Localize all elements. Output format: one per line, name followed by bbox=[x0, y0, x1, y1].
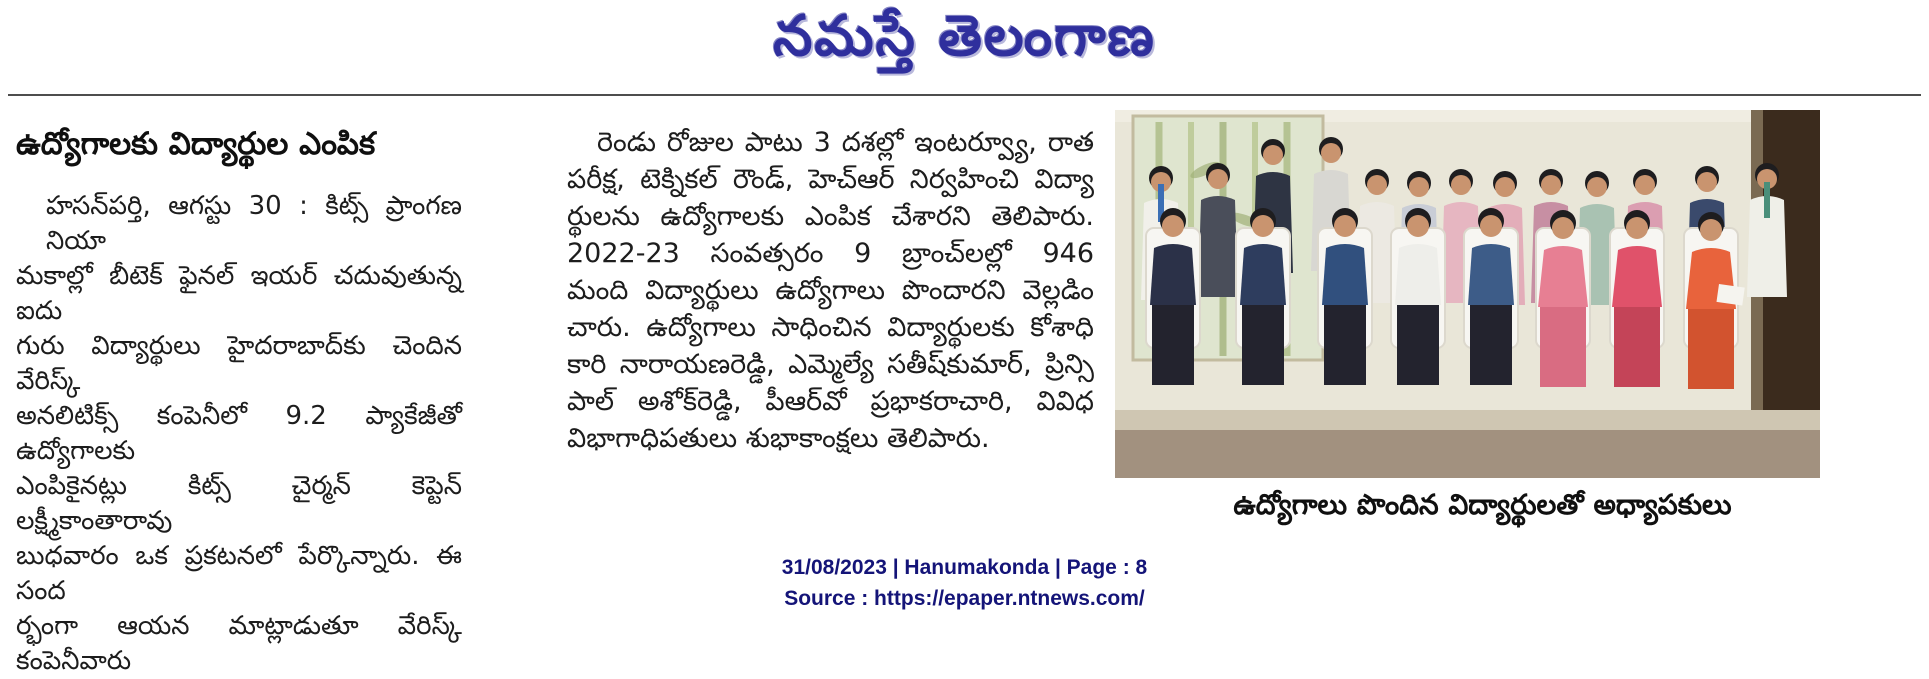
article-photo bbox=[1115, 110, 1820, 478]
article-text-line: హసన్‌పర్తి, ఆగస్టు 30 : కిట్స్ ప్రాంగణ నియా bbox=[46, 191, 462, 256]
newspaper-title: నమస్తే తెలంగాణ bbox=[773, 3, 1156, 69]
article-text-line: చారు. ఉద్యోగాలు సాధించిన విద్యార్థులకు కోశాధి bbox=[567, 312, 1094, 343]
newspaper-masthead bbox=[0, 0, 1929, 86]
article-text-line: రెండు రోజుల పాటు 3 దశల్లో ఇంటర్వ్యూ, రాత bbox=[597, 127, 1094, 158]
source-url: Source : https://epaper.ntnews.com/ bbox=[784, 587, 1145, 610]
article-text-line: గురు విద్యార్థులు హైదరాబాద్‌కు చెందిన వేరిస్క్ bbox=[16, 331, 462, 396]
article-text-line: ర్భంగా ఆయన మాట్లాడుతూ వేరిస్క్ కంపెనీవారు bbox=[16, 611, 462, 676]
article-headline: ఉద్యోగాలకు విద్యార్థుల ఎంపిక bbox=[16, 126, 376, 162]
article-text-line: పాల్ అశోక్‌రెడ్డి, పీఆర్‌వో ప్రభాకరాచారి, వివిధ bbox=[567, 386, 1094, 417]
article-text-line: మంది విద్యార్థులు ఉద్యోగాలు పొందారని వెల్లడిం bbox=[567, 275, 1094, 306]
masthead-divider bbox=[8, 94, 1921, 96]
article-column-2 bbox=[567, 124, 1094, 457]
article-text-line: పరీక్ష, టెక్నికల్ రౌండ్, హెచ్‌ఆర్ నిర్వహించి విద్యా bbox=[567, 164, 1094, 195]
clipping-footer bbox=[0, 556, 1929, 611]
article-text-line: ఎంపికైనట్లు కిట్స్ చైర్మన్ కెప్టెన్ లక్ష్మీకాంతారావు bbox=[16, 471, 462, 536]
photo-caption: ఉద్యోగాలు పొందిన విద్యార్థులతో అధ్యాపకులు bbox=[1233, 488, 1732, 521]
article-text-line: 2022-23 సంవత్సరం 9 బ్రాంచ్‌లల్లో 946 bbox=[567, 238, 1094, 269]
date-edition-page: 31/08/2023 | Hanumakonda | Page : 8 bbox=[781, 556, 1148, 579]
article-text-line: మకాల్లో బీటెక్ ఫైనల్ ఇయర్ చదువుతున్న ఐదు bbox=[16, 261, 462, 326]
article-text-line: ర్థులను ఉద్యోగాలకు ఎంపిక చేశారని తెలిపారు. bbox=[567, 201, 1094, 232]
article-text-line: బుధవారం ఒక ప్రకటనలో పేర్కొన్నారు. ఈ సంద bbox=[16, 541, 462, 606]
article-text-line: కారి నారాయణరెడ్డి, ఎమ్మెల్యే సతీష్‌కుమార్, ప్రిన్సి bbox=[567, 349, 1094, 380]
article-text-line: విభాగాధిపతులు శుభాకాంక్షలు తెలిపారు. bbox=[567, 423, 990, 454]
article-text-line: అనలిటిక్స్ కంపెనీలో 9.2 ప్యాకేజీతో ఉద్యోగాలకు bbox=[16, 401, 462, 466]
